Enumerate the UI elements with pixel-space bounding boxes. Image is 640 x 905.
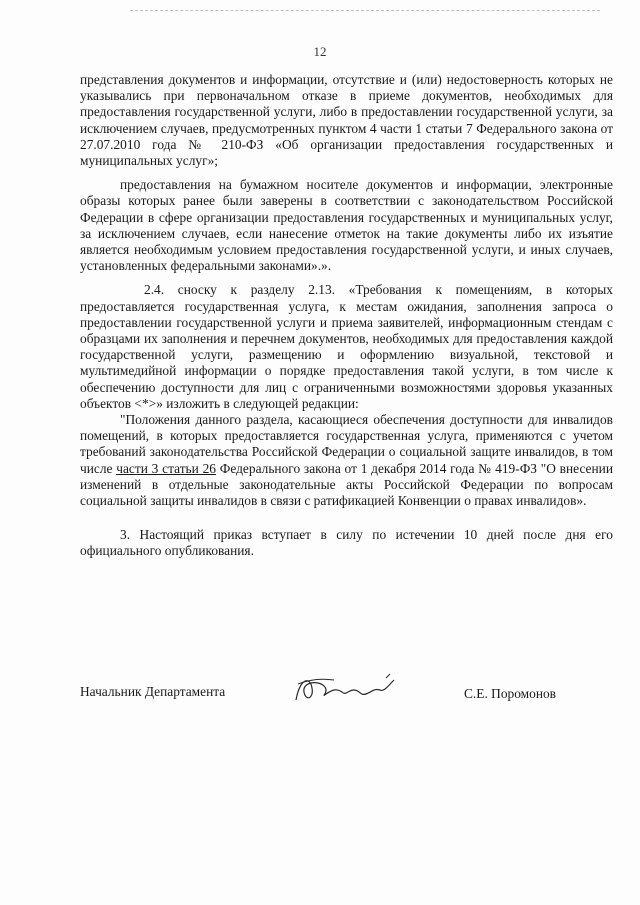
quote-text-before: "Положения данного раздела, касающиеся обеспечения доступности для инвалидов помещений, в которых предоставляется государственная услуга, применяются с учетом требований законодательства Российской Федерации о социальной защите инвалидов, в том числе (80, 412, 613, 476)
handwritten-signature (290, 670, 400, 710)
scan-artifact (130, 10, 600, 15)
paragraph-paper-documents: предоставления на бумажном носителе документов и информации, электронные образы которых ранее были заверены в соответствии с законодательством Российской Федерации в сфере организации предоставления государственных и муниципальных услуг, за исключением случаев, если нанесение отметок на такие документы либо их изъятие является необходимым условием предоставления государственной услуги, и иных случаев, установленных федеральными законами».». (80, 177, 613, 274)
signatory-name: С.Е. Поромонов (464, 686, 557, 701)
page-number: 12 (313, 44, 327, 59)
paragraph-continuation: представления документов и информации, отсутствие и (или) недостоверность которых не указывались при первоначальном отказе в приеме документов, необходимых для предоставления государственной услуги, либо в предоставлении государственной услуги, за исключением случаев, предусмотренных пунктом 4 части 1 статьи 7 Федерального закона от 27.07.2010 года № 210-ФЗ «Об организации предоставления государственных и муниципальных услуг»; (80, 72, 613, 169)
paragraph-effective-date: 3. Настоящий приказ вступает в силу по истечении 10 дней после дня его официального опубликования. (80, 527, 613, 559)
paragraph-footnote-2-4: 2.4. сноску к разделу 2.13. «Требования к помещениям, в которых предоставляется государственная услуга, к местам ожидания, заполнения запроса о предоставлении государственной услуги и приема заявителей, информационным стендам с образцами их заполнения и перечнем документов, необходимых для предоставления каждой государственной услуги, размещению и оформлению визуальной, текстовой и мультимедийной информации о порядке предоставления такой услуги, в том числе к обеспечению доступности для лиц с ограниченными возможностями здоровья указанных объектов <*>» изложить в следующей редакции: (80, 282, 613, 411)
law-reference-link: части 3 статьи 26 (116, 460, 216, 476)
quote-text-after: Федерального закона от 1 декабря 2014 года № 419-ФЗ "О внесении изменений в отдельные законодательные акты Российской Федерации по вопросам социальной защиты инвалидов в связи с ратификацией Конвенции о правах инвалидов». (80, 460, 613, 509)
paragraph-accessibility-quote (80, 412, 613, 509)
document-body (80, 72, 613, 560)
signatory-title: Начальник Департамента (80, 684, 226, 699)
signature-block (80, 678, 613, 718)
